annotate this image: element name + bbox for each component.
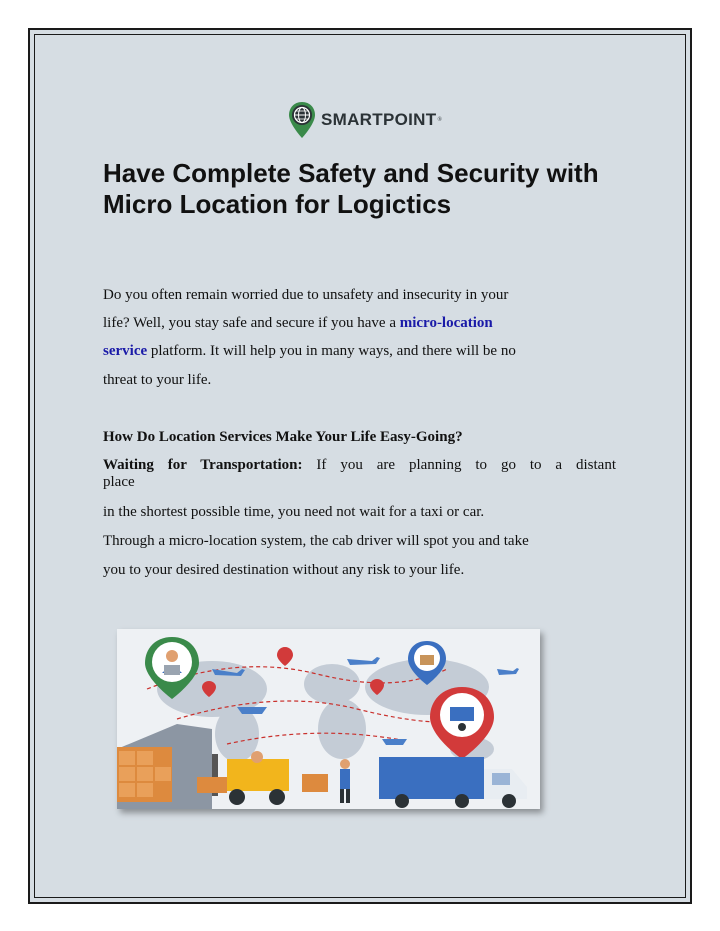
intro-line-2 bbox=[103, 314, 623, 332]
waiting-line-1 bbox=[103, 456, 616, 474]
intro-line-1: Do you often remain worried due to unsafety and insecurity in your bbox=[103, 287, 509, 303]
waiting-line-4: Through a micro-location system, the cab driver will spot you and take bbox=[103, 533, 529, 549]
logo-wordmark: SMARTPOINT bbox=[321, 110, 437, 129]
waiting-line-2: place bbox=[103, 474, 135, 490]
intro-line-3 bbox=[103, 342, 623, 360]
intro-line-2-text: life? Well, you stay safe and secure if you have a bbox=[103, 315, 400, 331]
waiting-line-5: you to your desired destination without any risk to your life. bbox=[103, 562, 465, 578]
intro-line-3-text: platform. It will help you in many ways, and there will be no bbox=[147, 343, 516, 359]
waiting-line-3: in the shortest possible time, you need not wait for a taxi or car. bbox=[103, 504, 485, 520]
location-pin-globe-icon bbox=[287, 100, 317, 140]
waiting-text-1: If you are planning to go to a distant bbox=[302, 457, 616, 473]
page-title: Have Complete Safety and Security with Micro Location for Logictics bbox=[103, 158, 599, 219]
section-heading: How Do Location Services Make Your Life Easy-Going? bbox=[103, 429, 463, 445]
micro-location-link[interactable]: micro-location bbox=[399, 315, 493, 331]
smartpoint-logo bbox=[287, 100, 442, 140]
micro-location-service-link[interactable]: service bbox=[103, 343, 148, 359]
logistics-illustration bbox=[117, 629, 540, 809]
intro-line-4: threat to your life. bbox=[103, 372, 212, 388]
waiting-label: Waiting for Transportation: bbox=[103, 457, 303, 473]
registered-mark: ® bbox=[437, 117, 442, 123]
